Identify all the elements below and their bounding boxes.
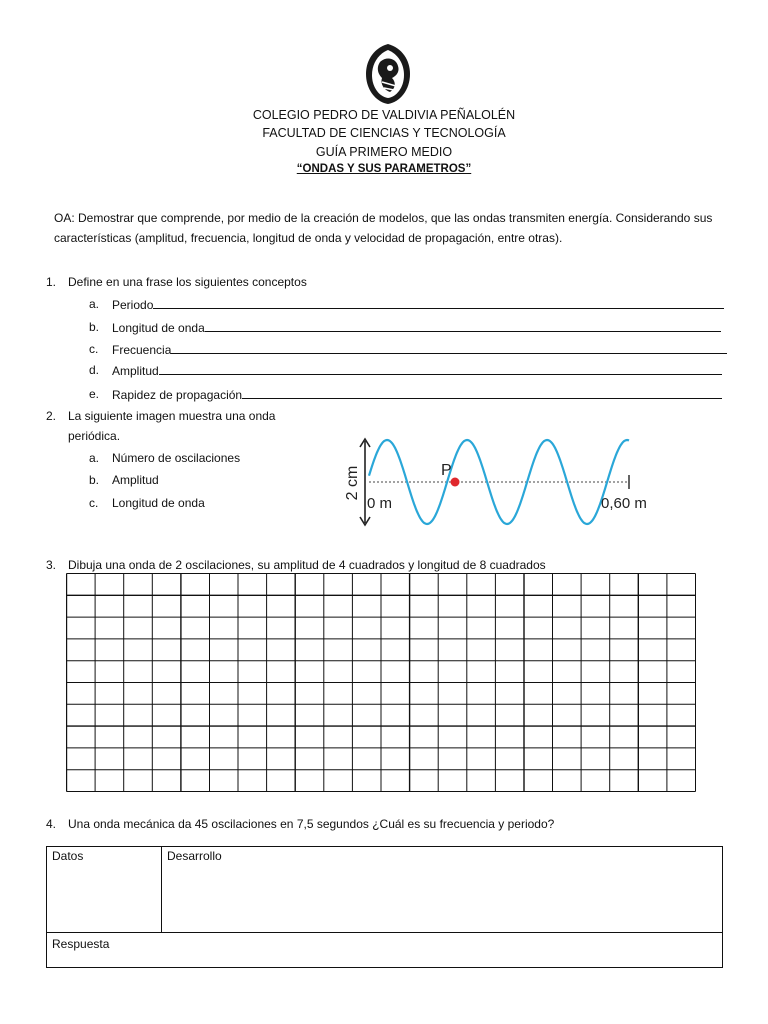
point-p	[451, 478, 460, 487]
q1-item-a	[112, 297, 724, 312]
drawing-grid[interactable]	[66, 573, 696, 793]
amplitude-label: 2 cm	[344, 465, 361, 501]
q2-item-b-label: Amplitud	[112, 473, 159, 487]
q1-item-b-label: Longitud de onda	[112, 321, 205, 335]
q1-item-b-letter: b.	[89, 320, 100, 334]
q1-item-d-label: Amplitud	[112, 364, 159, 378]
q2-text-2: periódica.	[68, 429, 121, 443]
q4-number: 4.	[46, 817, 57, 831]
answer-line-b[interactable]	[205, 320, 721, 332]
guide-level: GUÍA PRIMERO MEDIO	[315, 145, 453, 159]
q1-number: 1.	[46, 275, 57, 289]
school-logo	[362, 42, 414, 106]
q1-item-d	[112, 363, 722, 378]
q2-item-c-letter: c.	[89, 496, 99, 510]
q2-text-1: La siguiente imagen muestra una onda	[68, 409, 276, 423]
answer-line-e[interactable]	[242, 387, 722, 399]
q1-item-b	[112, 320, 721, 335]
answer-line-a[interactable]	[153, 297, 724, 309]
faculty-name: FACULTAD DE CIENCIAS Y TECNOLOGÍA	[262, 126, 506, 140]
q2-number: 2.	[46, 409, 57, 423]
table-divider-horizontal	[46, 932, 723, 933]
q2-item-c-label: Longitud de onda	[112, 496, 205, 510]
datos-cell[interactable]: Datos	[52, 849, 84, 863]
q4-text: Una onda mecánica da 45 oscilaciones en 7,5 segundos ¿Cuál es su frecuencia y periodo?	[68, 817, 555, 831]
table-divider-vertical	[161, 846, 162, 933]
q1-item-e-label: Rapidez de propagación	[112, 388, 243, 402]
q1-item-a-letter: a.	[89, 297, 100, 311]
answer-line-c[interactable]	[171, 342, 727, 354]
start-label: 0 m	[367, 495, 393, 512]
school-name: COLEGIO PEDRO DE VALDIVIA PEÑALOLÉN	[252, 108, 516, 122]
q2-item-a-letter: a.	[89, 451, 100, 465]
q1-item-c-letter: c.	[89, 342, 99, 356]
q1-item-e	[112, 387, 722, 402]
q1-item-d-letter: d.	[89, 363, 100, 377]
learning-objective: OA: Demostrar que comprende, por medio de la creación de modelos, que las ondas transmiten energía. Considerando sus características (amplitud, frecuencia, longitud de onda y velocidad de propagación, entre otras).	[54, 211, 713, 245]
answer-line-d[interactable]	[159, 363, 722, 375]
q2-item-a-label: Número de oscilaciones	[112, 451, 241, 465]
q2-item-b-letter: b.	[89, 473, 100, 487]
q1-item-c	[112, 342, 727, 357]
q1-item-c-label: Frecuencia	[112, 343, 172, 357]
guide-title: “ONDAS Y SUS PARAMETROS”	[296, 163, 472, 175]
answer-table	[46, 846, 723, 968]
wave-figure	[333, 425, 663, 533]
q1-text: Define en una frase los siguientes conceptos	[68, 275, 307, 289]
respuesta-cell[interactable]: Respuesta	[52, 937, 110, 951]
q1-item-e-letter: e.	[89, 387, 100, 401]
q3-number: 3.	[46, 558, 57, 572]
q3-text: Dibuja una onda de 2 oscilaciones, su amplitud de 4 cuadrados y longitud de 8 cuadrados	[68, 558, 546, 572]
desarrollo-cell[interactable]: Desarrollo	[167, 849, 222, 863]
q1-item-a-label: Periodo	[112, 298, 154, 312]
point-p-label: P	[441, 462, 452, 479]
end-label: 0,60 m	[601, 495, 647, 512]
